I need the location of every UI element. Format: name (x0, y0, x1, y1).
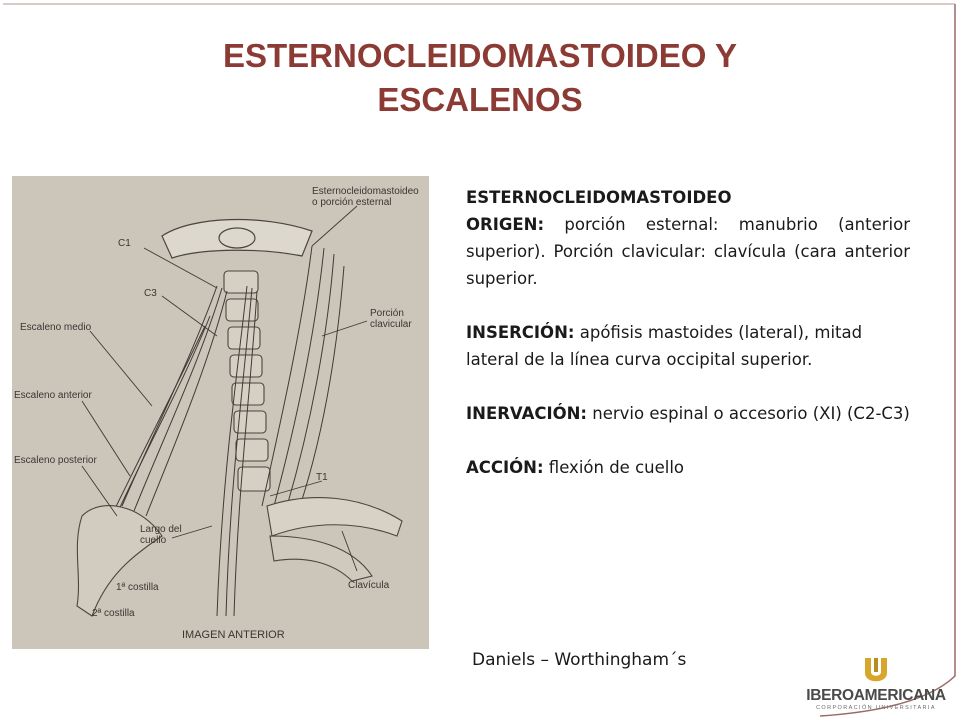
anatomy-figure (12, 176, 429, 649)
accion-paragraph (466, 454, 910, 481)
label-largo-del-cuello: Largo del cuello (140, 524, 182, 546)
inervacion-text: nervio espinal o accesorio (XI) (C2-C3) (587, 404, 910, 423)
origen-paragraph (466, 211, 910, 292)
origen-label: ORIGEN: (466, 215, 545, 234)
logo-mark-icon (863, 656, 889, 686)
citation: Daniels – Worthingham´s (472, 650, 687, 670)
muscle-description (466, 184, 910, 481)
insercion-text: apófisis mastoides (lateral), mitad lateral de la línea curva occipital superior. (466, 323, 863, 369)
figure-caption: IMAGEN ANTERIOR (182, 629, 285, 641)
label-c3: C3 (144, 288, 157, 299)
accion-text: flexión de cuello (543, 458, 685, 477)
origen-text: porción esternal: manubrio (anterior superior). Porción clavicular: clavícula (cara anterior superior. (466, 215, 910, 288)
label-clavicula: Clavícula (348, 580, 390, 591)
label-segunda-costilla: 2ª costilla (92, 608, 135, 619)
iberoamericana-logo (806, 656, 946, 714)
inervacion-paragraph (466, 400, 910, 427)
label-t1: T1 (316, 472, 328, 483)
insercion-paragraph (466, 319, 910, 373)
section-heading: ESTERNOCLEIDOMASTOIDEO (466, 188, 732, 207)
label-primera-costilla: 1ª costilla (116, 582, 159, 593)
label-escaleno-posterior: Escaleno posterior (14, 455, 97, 466)
slide-title (0, 34, 960, 122)
logo-subtitle: CORPORACIÓN UNIVERSITARIA (816, 705, 936, 711)
insercion-label: INSERCIÓN: (466, 323, 575, 342)
inervacion-label: INERVACIÓN: (466, 404, 588, 423)
title-line-2: ESCALENOS (377, 81, 583, 118)
label-esternocleidomastoideo: Esternocleidomastoideo o porción esternal (312, 186, 419, 208)
label-escaleno-anterior: Escaleno anterior (14, 390, 92, 401)
title-line-1: ESTERNOCLEIDOMASTOIDEO Y (222, 37, 737, 74)
label-c1: C1 (118, 238, 131, 249)
label-porcion-clavicular: Porción clavicular (370, 308, 412, 330)
accion-label: ACCIÓN: (466, 458, 544, 477)
anatomy-drawing (12, 176, 429, 649)
label-escaleno-medio: Escaleno medio (20, 322, 92, 333)
logo-name: IBEROAMERICANA (806, 687, 946, 704)
